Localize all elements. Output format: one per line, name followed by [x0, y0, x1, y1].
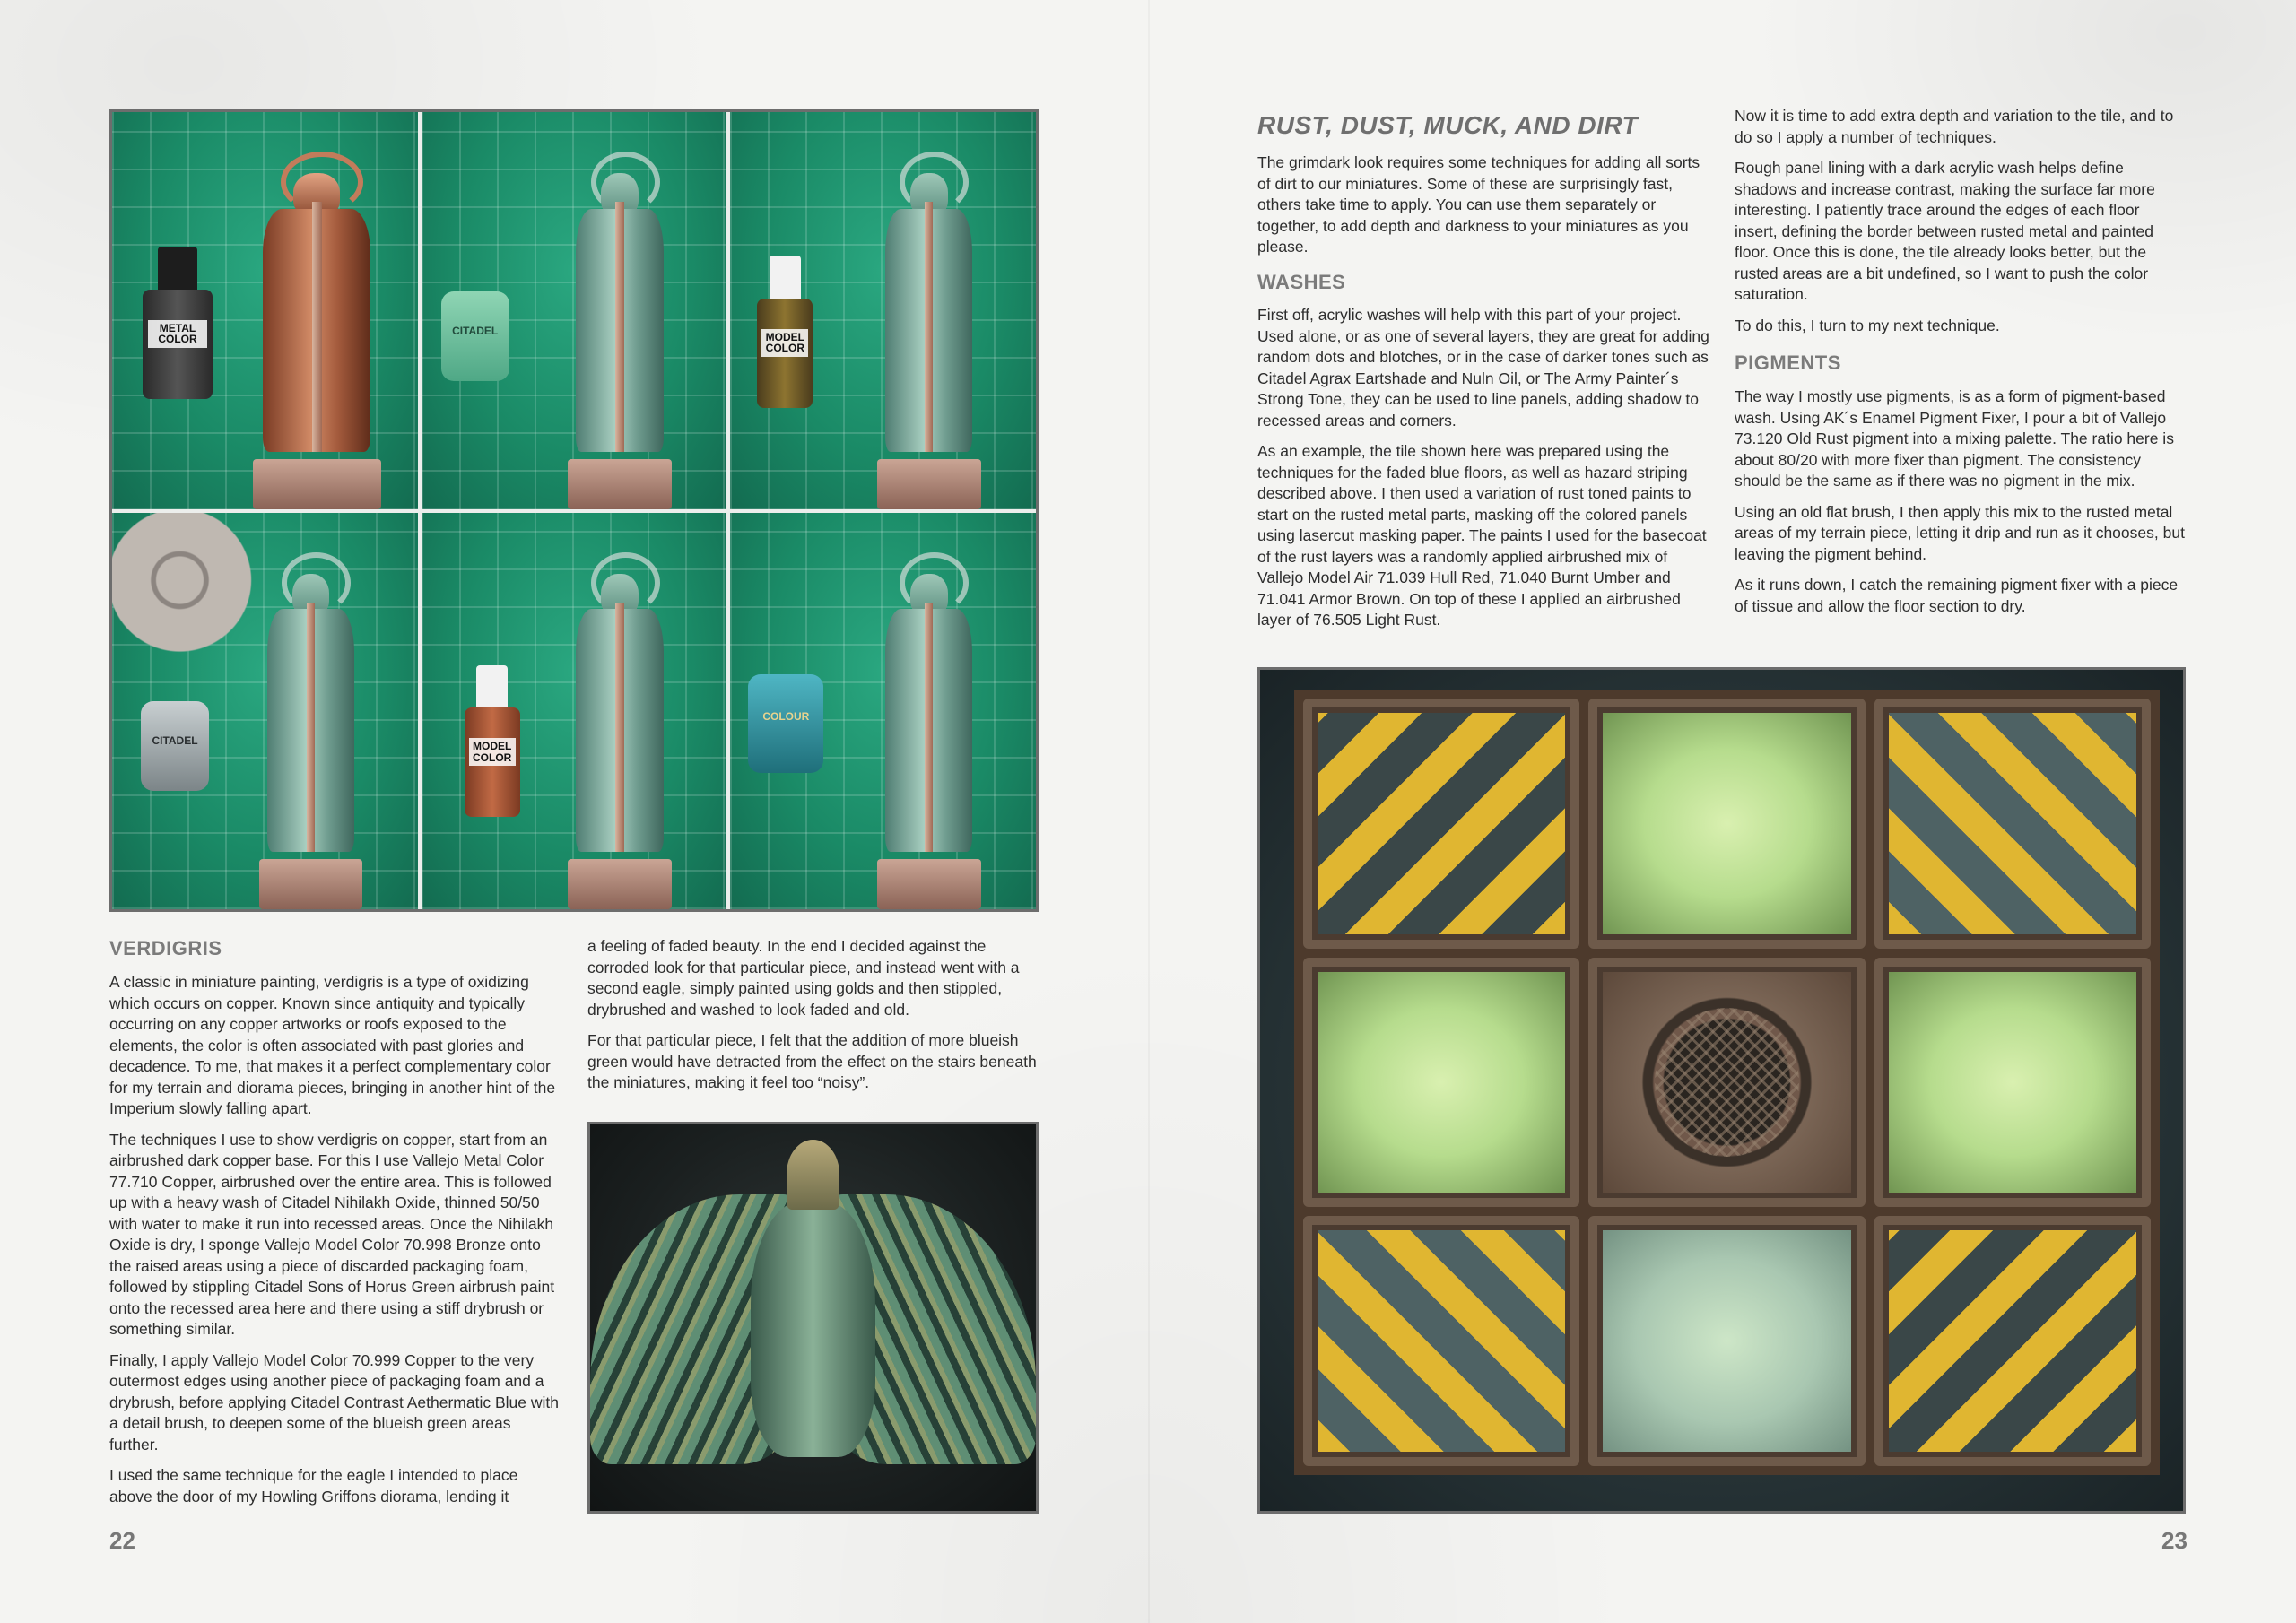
bottle-label: CITADEL — [452, 325, 499, 337]
paint-bottle — [465, 665, 520, 818]
paragraph: a feeling of faded beauty. In the end I decided against the corroded look for that particular piece, and instead went with a second eagle, simply painted using golds and then stippled, drybrushed and washed to look faded and old. — [587, 937, 1020, 1019]
pigments-text — [1735, 386, 2186, 627]
paint-pot — [748, 674, 823, 773]
hazard-panel — [1303, 1216, 1579, 1466]
hazard-panel — [1874, 699, 2151, 949]
grey-panel — [1588, 1216, 1865, 1466]
paint-bottle — [757, 256, 813, 408]
paragraph: The techniques I use to show verdigris on copper, start from an airbrushed dark copper base. For this I use Vallejo Metal Color 77.710 Copper, airbrushed over the entire area. This is followed up with a heavy wash of Citadel Nihilakh Oxide, thinned 50/50 with water to make it run into recessed areas. Once the Nihilakh Oxide is dry, I sponge Vallejo Model Color 70.998 Bronze onto the raised areas using a piece of discarded packaging foam, followed by stippling Citadel Sons of Horus Green airbrush paint onto the recessed area here and there using a stiff drybrush or something similar. — [109, 1130, 555, 1338]
paragraph: The way I mostly use pigments, is as a form of pigment-based wash. Using AK´s Enamel Pigment Fixer, I pour a bit of Vallejo 73.120 Old Rust pigment into a mixing palette. The ratio here is about 80/20 with more fixer than pigment. The consistency should be the same as if there was no pigment in the mix. — [1735, 387, 2174, 490]
grate-panel — [1588, 958, 1865, 1208]
paragraph: Rough panel lining with a dark acrylic wash helps define shadows and increase contrast, making the surface far more interesting. I patiently trace around the edges of each floor insert, defining the border between rusted metal and painted floor. Once this is done, the tile already looks better, but the rusted areas are a bit undefined, so I want to push the color saturation. — [1735, 159, 2155, 303]
right-column-2 — [1735, 106, 2186, 346]
spine-gutter — [1148, 0, 1150, 1623]
terrain-tile-photo — [1257, 667, 2186, 1514]
paragraph: I used the same technique for the eagle I intended to place above the door of my Howling Griffons diorama, lending it — [109, 1466, 518, 1506]
pigments-heading: PIGMENTS — [1735, 352, 1841, 374]
bottle-label: COLOUR — [762, 710, 810, 724]
miniature-figure — [877, 152, 981, 508]
intro-paragraph: The grimdark look requires some techniques for adding all sorts of dirt to our miniatures. Some of these are surprisingly fast, others take time to apply. You can use them separately or together, to add depth and darkness to your miniatures as you please. — [1257, 153, 1700, 256]
photo-step-1 — [112, 112, 418, 509]
miniature-figure — [568, 552, 672, 909]
paint-pot — [141, 701, 209, 791]
bottle-label: CITADEL — [152, 733, 198, 747]
photo-step-6 — [730, 513, 1036, 910]
bottle-label: MODEL COLOR — [469, 738, 516, 766]
eagle-photo — [587, 1122, 1039, 1514]
paragraph: Finally, I apply Vallejo Model Color 70.999 Copper to the very outermost edges using another piece of packaging foam and a drybrush, before applying Citadel Contrast Aethermatic Blue with a detail brush, to deepen some of the blueish green areas further. — [109, 1350, 559, 1454]
photo-step-5 — [422, 513, 727, 910]
photo-step-4 — [112, 513, 418, 910]
green-panel — [1588, 699, 1865, 949]
green-panel — [1874, 958, 2151, 1208]
paragraph: Using an old flat brush, I then apply this mix to the rusted metal areas of my terrain piece, letting it drip and run as it chooses, but leaving the pigment behind. — [1735, 502, 2185, 563]
paint-bottle — [143, 247, 213, 399]
paragraph: For that particular piece, I felt that the addition of more blueish green would have detracted from the effect on the stairs beneath the miniatures, making it feel too “noisy”. — [587, 1031, 1037, 1091]
miniature-figure — [253, 152, 381, 508]
green-panel — [1303, 958, 1579, 1208]
paint-pot — [441, 291, 509, 381]
verdigris-heading: VERDIGRIS — [109, 937, 222, 959]
washes-text — [1257, 305, 1709, 641]
paragraph: A classic in miniature painting, verdigris is a type of oxidizing which occurs on copper. Known since antiquity and typically occurring on any copper artworks or roofs exposed to the elements, the color is often associated with past glories and decadence. To me, that makes it a perfect complementary color for my terrain and diorama pieces, bringing in another hint of the Imperium slowly falling apart. — [109, 973, 556, 1117]
miniature-figure — [877, 552, 981, 909]
photo-step-2 — [422, 112, 727, 509]
paragraph: As it runs down, I catch the remaining pigment fixer with a piece of tissue and allow the floor section to dry. — [1735, 576, 2179, 615]
miniature-figure — [259, 552, 363, 909]
miniature-figure — [568, 152, 672, 508]
paragraph: As an example, the tile shown here was prepared using the techniques for the faded blue floors, as well as hazard striping described above. I then used a variation of rust toned paints to start on the rusted metal parts, masking off the colored panels using lasercut masking paper. The paints I used for the basecoat of the rust layers was a randomly applied airbrushed mix of Vallejo Model Air 71.039 Hull Red, 71.040 Burnt Umber and 71.041 Armor Brown. On top of these I applied an airbrushed layer of 76.505 Light Rust. — [1257, 442, 1707, 629]
photo-grid — [109, 109, 1039, 912]
floor-tile-board — [1294, 690, 2160, 1475]
photo-step-3 — [730, 112, 1036, 509]
hazard-panel — [1303, 699, 1579, 949]
hazard-panel — [1874, 1216, 2151, 1466]
page-number-left: 22 — [109, 1527, 135, 1554]
verdigris-column-1 — [109, 972, 560, 1517]
page-number-right: 23 — [2161, 1527, 2187, 1554]
sprue-piece — [112, 513, 265, 656]
paragraph: Now it is time to add extra depth and variation to the tile, and to do so I apply a number of techniques. — [1735, 107, 2174, 146]
bottle-label: METAL COLOR — [148, 320, 207, 348]
paragraph: To do this, I turn to my next technique. — [1735, 316, 2000, 334]
right-column-1 — [1257, 152, 1709, 268]
paragraph: First off, acrylic washes will help with this part of your project. Used alone, or as one of several layers, they are great for adding random dots and blotches, or in the case of darker tones such as Citadel Agrax Eartshade and Nuln Oil, or The Army Painter´s Strong Tone, they can be used to line panels, adding shadow to recessed areas and corners. — [1257, 306, 1709, 430]
page-title: RUST, DUST, MUCK, AND DIRT — [1257, 111, 1639, 139]
verdigris-column-2 — [587, 936, 1039, 1104]
bottle-label: MODEL COLOR — [761, 329, 808, 357]
washes-heading: WASHES — [1257, 271, 1346, 293]
